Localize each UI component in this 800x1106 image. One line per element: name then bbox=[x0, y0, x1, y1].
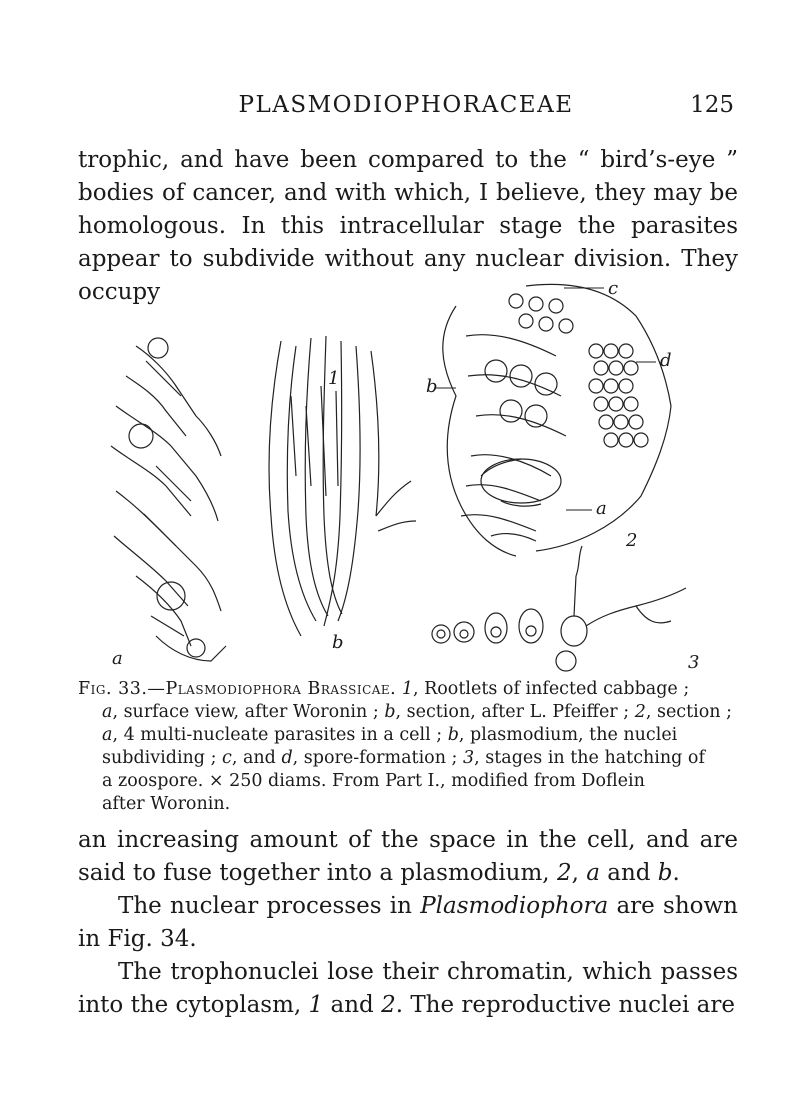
caption-line-6: after Woronin. bbox=[102, 794, 231, 814]
tissue-section bbox=[443, 284, 671, 556]
paragraph-top: trophic, and have been compared to the “ bird’s-eye ” bodies of cancer, and with which, I believe, they may be homologous. In this intracellular stage the parasites appear to subdivide without any nuclear division. They occupy bbox=[78, 147, 738, 305]
label-fig-1: 1 bbox=[328, 368, 340, 389]
figure-caption bbox=[78, 678, 738, 816]
caption-line-5: a zoospore. × 250 diams. From Part I., modified from Doflein bbox=[102, 771, 645, 791]
caption-line-3: a, 4 multi-nucleate parasites in a cell ; b, plasmodium, the nuclei bbox=[102, 725, 678, 745]
figure-33 bbox=[96, 276, 716, 676]
zoospore-hatching bbox=[432, 546, 686, 671]
label-a-left: a bbox=[112, 648, 123, 669]
label-fig-3: 3 bbox=[688, 652, 700, 673]
caption-line-4: subdividing ; c, and d, spore-formation ; 3, stages in the hatching of bbox=[102, 748, 705, 768]
label-c: c bbox=[608, 278, 619, 299]
figure-illustration bbox=[96, 276, 716, 676]
running-title: PLASMODIOPHORACEAE bbox=[238, 92, 574, 118]
label-d: d bbox=[660, 350, 672, 371]
running-head bbox=[78, 92, 734, 126]
page-number: 125 bbox=[690, 92, 734, 118]
label-b-left: b bbox=[332, 632, 344, 653]
leader-lines bbox=[436, 288, 656, 510]
root-hairs-surface-view bbox=[111, 338, 226, 661]
caption-line-2: a, surface view, after Woronin ; b, section, after L. Pfeiffer ; 2, section ; bbox=[102, 702, 733, 722]
label-b-mid: b bbox=[426, 376, 438, 397]
label-fig-2: 2 bbox=[626, 530, 638, 551]
label-a-mid: a bbox=[596, 498, 607, 519]
paragraph-nuclear-processes: The nuclear processes in Plasmodiophora are shown in Fig. 34. bbox=[78, 893, 738, 952]
caption-line-1: Fig. 33.—Plasmodiophora Brassicae. 1, Rootlets of infected cabbage ; bbox=[78, 679, 690, 699]
root-section-view bbox=[269, 336, 416, 636]
paragraph-trophonuclei: The trophonuclei lose their chromatin, which passes into the cytoplasm, 1 and 2. The reproductive nuclei are bbox=[78, 959, 738, 1018]
paragraph-plasmodium: an increasing amount of the space in the cell, and are said to fuse together into a plasmodium, 2, a and b. bbox=[78, 827, 738, 886]
